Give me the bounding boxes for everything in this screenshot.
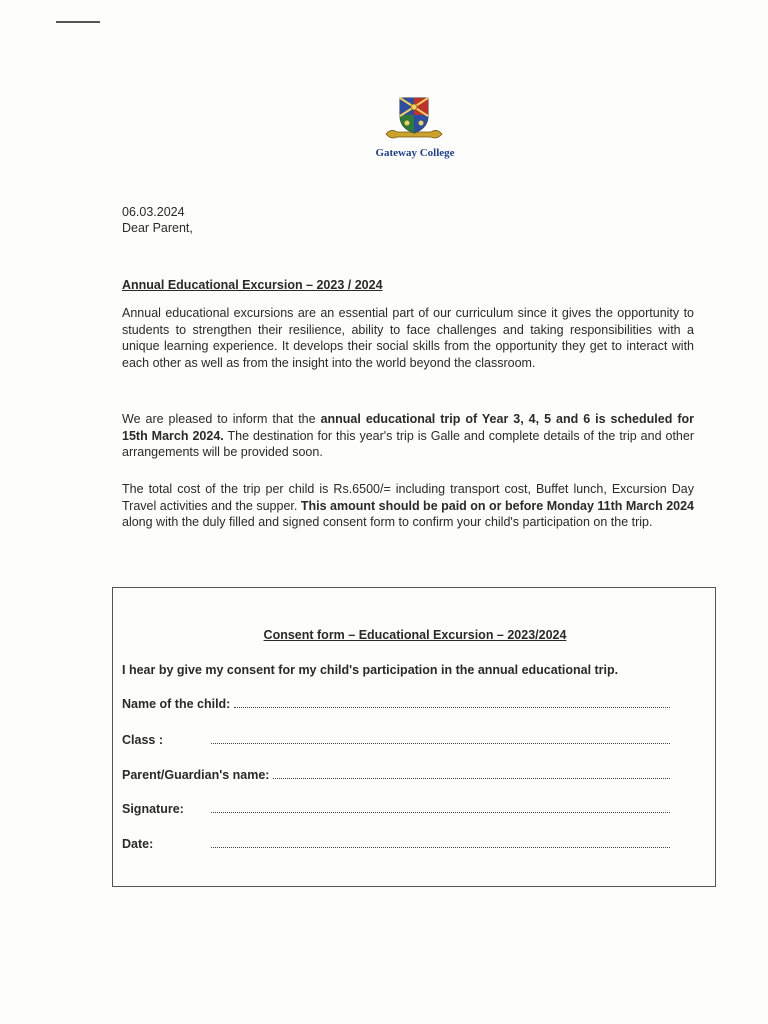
payment-deadline: This amount should be paid on or before Monday 11th March 2024 [300,498,694,513]
class-field[interactable] [122,733,670,747]
consent-form-box [112,587,716,887]
schedule-details: The destination for this year's trip is Galle and complete details of the trip and other arrangements will be provided soon. [122,428,694,459]
consent-form-title: Consent form – Educational Excursion – 2023/2024 [263,628,567,642]
cost-details: along with the duly filled and signed consent form to confirm your child's participation on the trip. [122,515,653,529]
letter-heading: Annual Educational Excursion – 2023 / 2024 [122,278,383,292]
college-crest-icon [383,94,445,146]
guardian-name-label: Parent/Guardian's name: [122,768,270,782]
paragraph-cost [122,481,694,531]
cost-text: The total cost of the trip per child is Rs.6500/= including transport cost, Buffet lunch, Excursion Day Travel activities and the supper. [122,482,694,513]
child-name-line[interactable] [234,697,670,708]
schedule-highlight: annual educational trip of Year 3, 4, 5 and 6 is scheduled for 15th March 2024. [122,412,694,443]
schedule-text: We are pleased to inform that the [122,412,321,426]
paragraph-schedule [122,411,694,461]
salutation: Dear Parent, [122,221,193,235]
signature-line[interactable] [211,802,670,813]
child-name-field[interactable] [122,697,670,711]
date-label: Date: [122,837,154,851]
guardian-name-line[interactable] [273,768,670,779]
class-label: Class : [122,733,163,747]
signature-label: Signature: [122,802,184,816]
signature-field[interactable] [122,802,670,816]
paragraph-intro: Annual educational excursions are an essential part of our curriculum since it gives the opportunity to students to strengthen their resilience, ability to face challenges and taking responsibilities with a unique learning experience. It develops their social skills from the opportunity they get to interact with each other as well as from the insight into the world beyond the classroom. [122,306,694,370]
letter-date: 06.03.2024 [122,205,185,219]
guardian-name-field[interactable] [122,768,670,782]
date-line[interactable] [211,837,670,848]
consent-statement: I hear by give my consent for my child's participation in the annual educational trip. [122,663,619,677]
college-name: Gateway College [375,147,455,159]
scan-mark [56,21,100,23]
class-line[interactable] [211,733,670,744]
child-name-label: Name of the child: [122,697,231,711]
date-field[interactable] [122,837,670,851]
